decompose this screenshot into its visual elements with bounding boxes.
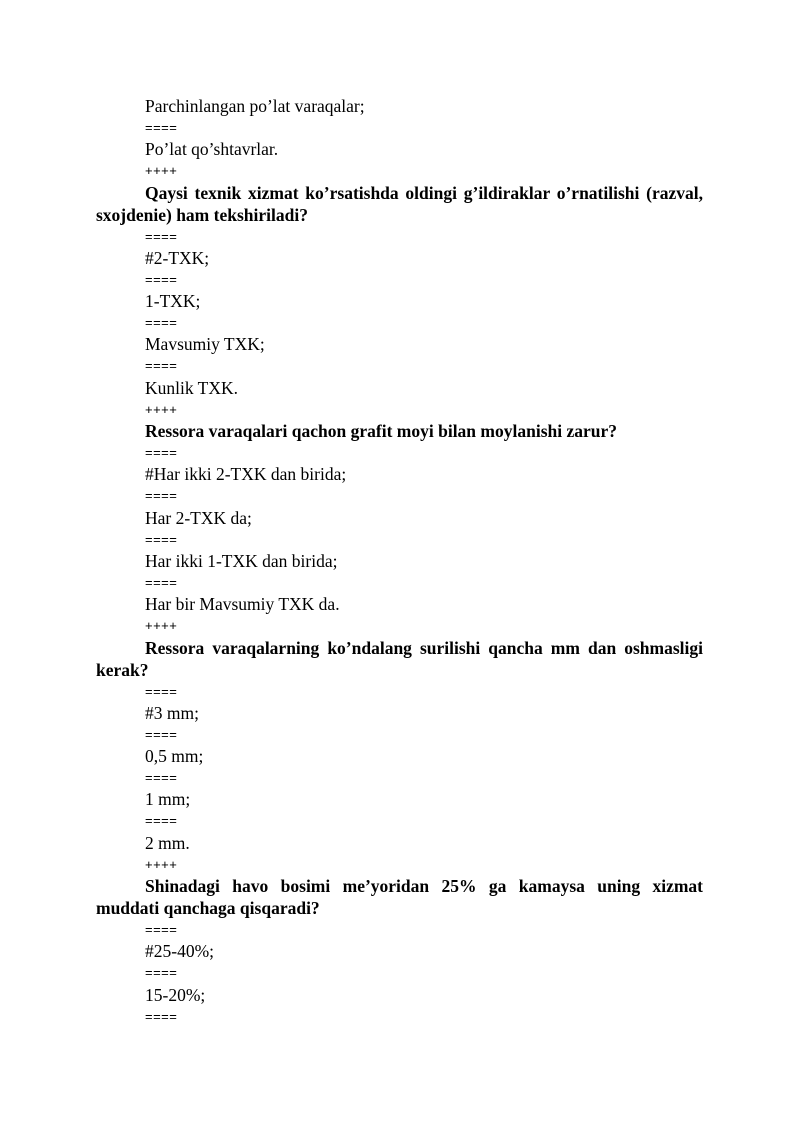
answer-option: #2-TXK; [145, 247, 210, 268]
separator: ==== [145, 683, 178, 699]
separator: ==== [145, 922, 178, 938]
question-text: Ressora varaqalari qachon grafit moyi bilan moylanishi zarur? [145, 421, 618, 442]
separator: ==== [145, 813, 178, 829]
separator: ==== [145, 770, 178, 786]
answer-option: 1-TXK; [145, 291, 201, 312]
answer-option: Har ikki 1-TXK dan birida; [145, 550, 338, 571]
separator: ==== [145, 271, 178, 287]
separator: ++++ [145, 618, 178, 634]
question-text: Shinadagi havo bosimi me’yoridan 25% ga kamaysa uning xizmat muddati qanchaga qisqaradi? [96, 876, 703, 919]
answer-option: Mavsumiy TXK; [145, 334, 265, 355]
answer-option: #Har ikki 2-TXK dan birida; [145, 464, 347, 485]
answer-option: Po’lat qo’shtavrlar. [145, 139, 279, 160]
separator: ==== [145, 531, 178, 547]
answer-option: Parchinlangan po’lat varaqalar; [145, 96, 365, 116]
answer-option: #3 mm; [145, 702, 199, 723]
separator: ++++ [145, 856, 178, 872]
answer-option: 0,5 mm; [145, 746, 204, 767]
answer-option: Kunlik TXK. [145, 377, 239, 398]
separator: ==== [145, 315, 178, 331]
answer-option: #25-40%; [145, 941, 215, 962]
separator: ==== [145, 965, 178, 981]
answer-option: Har 2-TXK da; [145, 507, 252, 528]
answer-option: 2 mm. [145, 832, 190, 853]
separator: ==== [145, 488, 178, 504]
answer-option: 15-20%; [145, 984, 206, 1005]
separator: ==== [145, 726, 178, 742]
separator: ==== [145, 228, 178, 244]
question-text: Ressora varaqalarning ko’ndalang surilishi qancha mm dan oshmasligi kerak? [96, 637, 703, 680]
answer-option: Har bir Mavsumiy TXK da. [145, 594, 340, 615]
separator: ==== [145, 445, 178, 461]
separator: ++++ [145, 401, 178, 417]
separator: ==== [145, 1008, 178, 1024]
answer-option: 1 mm; [145, 789, 191, 810]
separator: ++++ [145, 163, 178, 179]
separator: ==== [145, 358, 178, 374]
question-text: Qaysi texnik xizmat ko’rsatishda oldingi g’ildiraklar o’rnatilishi (razval, sxojdenie) ham tekshiriladi? [96, 182, 703, 225]
separator: ==== [145, 574, 178, 590]
separator: ==== [145, 120, 178, 135]
document-page [96, 95, 703, 1027]
